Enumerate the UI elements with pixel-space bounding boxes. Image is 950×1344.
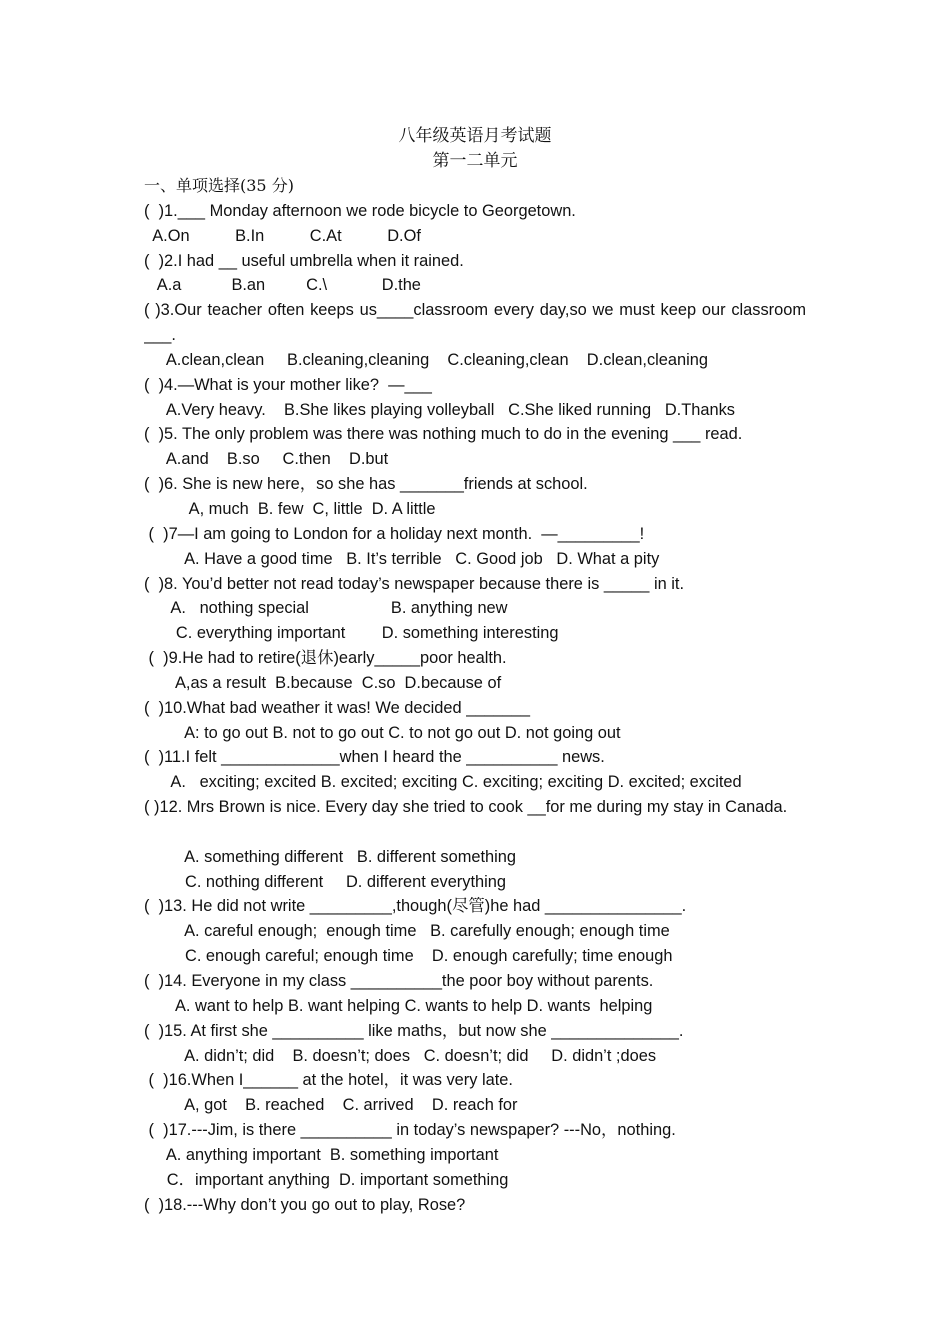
question-17-options-cd: C．important anything D. important something: [144, 1170, 509, 1189]
question-11: ( )11.I felt _____________when I heard the __________ news.: [144, 748, 605, 767]
question-7: ( )7—I am going to London for a holiday next month. —_________!: [144, 524, 645, 543]
section-heading: [144, 174, 806, 199]
question-14-options: A. want to help B. want helping C. wants to help D. wants helping: [144, 996, 653, 1015]
question-6: ( )6. She is new here，so she has _______friends at school.: [144, 475, 588, 494]
question-16: ( )16.When I______ at the hotel，it was very late.: [144, 1071, 513, 1090]
section-heading-text: 一、单项选择(35 分): [144, 176, 294, 195]
question-13-options-ab: A. careful enough; enough time B. carefully enough; enough time: [144, 922, 670, 941]
exam-page: [144, 124, 806, 1217]
question-3: ( )3.Our teacher often keeps us____classroom every day,so we must keep our classroom ___.: [144, 301, 806, 345]
question-14: ( )14. Everyone in my class __________the poor boy without parents.: [144, 972, 654, 990]
question-12: ( )12. Mrs Brown is nice. Every day she tried to cook __for me during my stay in Canada.: [144, 798, 788, 817]
question-4: ( )4.—What is your mother like? —___: [144, 375, 432, 394]
question-1-options: A.On B.In C.At D.Of: [144, 226, 421, 245]
exam-title: 八年级英语月考试题: [398, 126, 552, 146]
question-8-options-cd: C. everything important D. something interesting: [144, 624, 559, 643]
question-7-options: A. Have a good time B. It’s terrible C. Good job D. What a pity: [144, 549, 660, 568]
question-8-options-ab: A. nothing special B. anything new: [144, 599, 508, 618]
question-18: ( )18.---Why don’t you go out to play, Rose?: [144, 1195, 466, 1214]
question-5: ( )5. The only problem was there was nothing much to do in the evening ___ read.: [144, 425, 743, 444]
question-3-options: A.clean,clean B.cleaning,cleaning C.cleaning,clean D.clean,cleaning: [144, 350, 708, 369]
question-4-options: A.Very heavy. B.She likes playing volleyball C.She liked running D.Thanks: [144, 400, 735, 419]
question-16-options: A, got B. reached C. arrived D. reach for: [144, 1096, 518, 1115]
question-17-options-ab: A. anything important B. something important: [144, 1145, 499, 1164]
question-10-options: A: to go out B. not to go out C. to not go out D. not going out: [144, 723, 621, 742]
question-8: ( )8. You’d better not read today’s newspaper because there is _____ in it.: [144, 574, 685, 593]
question-1: ( )1.___ Monday afternoon we rode bicycle to Georgetown.: [144, 201, 576, 220]
question-9-options: A,as a result B.because C.so D.because of: [144, 673, 502, 692]
question-5-options: A.and B.so C.then D.but: [144, 450, 389, 469]
question-15-options: A. didn’t; did B. doesn’t; does C. doesn’t; did D. didn’t ;does: [144, 1046, 657, 1065]
question-6-options: A, much B. few C, little D. A little: [144, 499, 436, 518]
question-13: ( )13. He did not write _________,though(尽管)he had _______________.: [144, 897, 687, 916]
exam-subtitle: 第一二单元: [432, 151, 518, 171]
question-13-options-cd: C. enough careful; enough time D. enough carefully; time enough: [144, 947, 673, 966]
question-2: ( )2.I had __ useful umbrella when it rained.: [144, 251, 464, 270]
question-10: ( )10.What bad weather it was! We decided _______: [144, 698, 531, 717]
question-12-options-cd: C. nothing different D. different everything: [144, 872, 507, 891]
question-12-options-ab: A. something different B. different something: [144, 847, 517, 866]
question-11-options: A. exciting; excited B. excited; exciting C. exciting; exciting D. excited; excited: [144, 773, 742, 792]
question-17: ( )17.---Jim, is there __________ in today’s newspaper? ---No，nothing.: [144, 1121, 676, 1140]
question-15: ( )15. At first she __________ like maths，but now she ______________.: [144, 1021, 684, 1040]
question-9: ( )9.He had to retire(退休)early_____poor health.: [144, 649, 507, 668]
question-2-options: A.a B.an C.\ D.the: [144, 276, 421, 295]
